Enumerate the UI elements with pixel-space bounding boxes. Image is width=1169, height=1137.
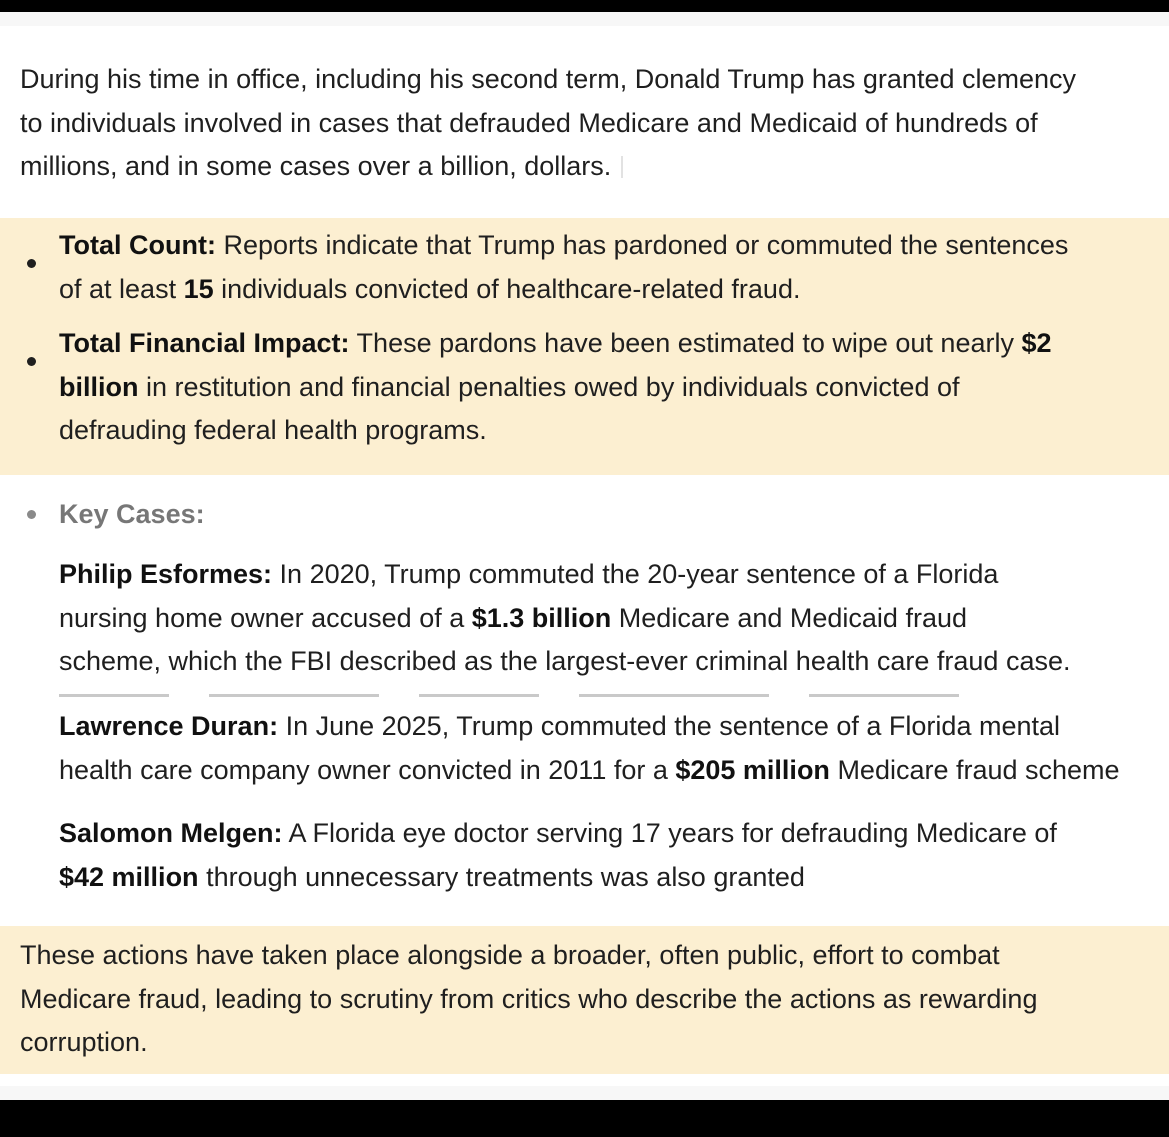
bullet-emphasis: 15: [183, 273, 214, 304]
intro-line-2: to individuals involved in cases that defrauded Medicare and Medicaid of hundreds of: [20, 107, 1038, 138]
case-name: Lawrence Duran:: [59, 711, 279, 741]
case-text: A Florida eye doctor serving 17 years for defrauding Medicare of: [282, 818, 1057, 848]
outro-paragraph: [20, 934, 1037, 1065]
case-line: [59, 597, 1070, 641]
outro-line-3: corruption.: [20, 1027, 148, 1057]
intro-line-3-text: millions, and in some cases over a billion, dollars.: [20, 151, 612, 181]
screenshot-page: [0, 12, 1169, 1100]
bullet-text: of at least: [59, 273, 184, 304]
bullet-dot: [27, 357, 36, 366]
case-name: Philip Esformes:: [59, 559, 273, 589]
case-text: through unnecessary treatments was also granted: [198, 861, 805, 892]
intro-line-1: During his time in office, including his second term, Donald Trump has granted clemency: [20, 64, 1077, 94]
case-amount: $1.3 billion: [471, 602, 612, 633]
case-amount: $205 million: [675, 754, 830, 785]
bullet-dot: [27, 259, 36, 268]
case-lawrence-duran: [59, 705, 1120, 792]
case-line: scheme, which the FBI described as the largest-ever criminal health care fraud case.: [59, 646, 1071, 676]
bullet-line: defrauding federal health programs.: [59, 415, 487, 445]
intro-line-3: [20, 145, 1076, 189]
case-text: nursing home owner accused of a: [59, 602, 472, 633]
case-salomon-melgen: [59, 812, 1057, 899]
bullet-line: [59, 224, 1068, 268]
case-text: health care company owner convicted in 2011 for a: [59, 754, 676, 785]
intro-paragraph: [20, 58, 1076, 189]
case-line: [59, 749, 1120, 793]
bullet-line: [59, 366, 1052, 410]
bullet-total-count: [59, 224, 1068, 311]
answer-card: [0, 26, 1169, 1086]
bullet-total-financial-impact: [59, 322, 1052, 453]
case-text: Medicare and Medicaid fraud: [611, 602, 967, 633]
key-cases-label: Key Cases:: [59, 499, 205, 529]
bottom-black-bar: [0, 1100, 1169, 1137]
bullet-emphasis: $2: [1021, 328, 1052, 358]
case-amount: $42 million: [59, 861, 199, 892]
text-cursor: [621, 156, 623, 178]
top-black-bar: [0, 0, 1169, 12]
bullet-emphasis: billion: [59, 371, 139, 402]
case-line: [59, 812, 1057, 856]
case-text: In June 2025, Trump commuted the sentence of a Florida mental: [278, 711, 1060, 741]
case-line: [59, 553, 1070, 597]
bullet-text: These pardons have been estimated to wipe out nearly: [349, 328, 1022, 358]
case-text: In 2020, Trump commuted the 20-year sentence of a Florida: [272, 559, 999, 589]
case-name: Salomon Melgen:: [59, 818, 283, 848]
bullet-text: Reports indicate that Trump has pardoned or commuted the sentences: [215, 230, 1069, 260]
bullet-text: in restitution and financial penalties owed by individuals convicted of: [138, 371, 960, 402]
bullet-label: Total Count:: [59, 230, 216, 260]
outro-line-2: Medicare fraud, leading to scrutiny from critics who describe the actions as rewarding: [20, 983, 1038, 1014]
case-line: [59, 856, 1057, 900]
case-philip-esformes: [59, 553, 1070, 684]
bullet-text: individuals convicted of healthcare-related fraud.: [213, 273, 801, 304]
bullet-line: [59, 268, 1068, 312]
case-text: Medicare fraud scheme: [829, 754, 1120, 785]
case-line: [59, 705, 1120, 749]
bullet-label: Total Financial Impact:: [59, 328, 350, 358]
outro-line-1: These actions have taken place alongside a broader, often public, effort to combat: [20, 940, 1000, 970]
bullet-line: [59, 322, 1052, 366]
bullet-dot-muted: [27, 510, 36, 519]
faded-text-remnant: [59, 688, 1129, 698]
